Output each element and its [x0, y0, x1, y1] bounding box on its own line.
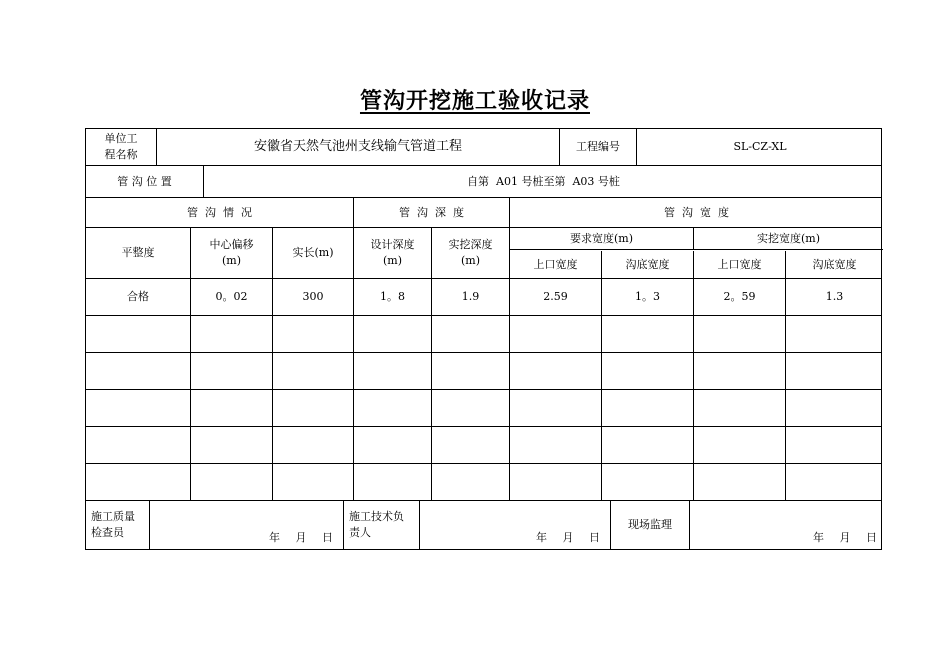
project-code-label: 工程编号 — [560, 129, 637, 165]
cell-actual-top-width — [694, 427, 786, 463]
col-required-width: 要求宽度(m) — [510, 228, 694, 250]
col-center-offset: 中心偏移 (m) — [191, 228, 273, 278]
table-row — [85, 389, 882, 426]
cell-flatness: 合格 — [86, 279, 191, 315]
cell-actual-bottom-width — [786, 464, 883, 500]
cell-required-top-width — [510, 464, 602, 500]
cell-actual-top-width — [694, 464, 786, 500]
col-required-top-width: 上口宽度 — [510, 251, 602, 278]
cell-flatness — [86, 353, 191, 389]
project-row — [85, 128, 882, 165]
cell-design-depth: 1。8 — [354, 279, 432, 315]
cell-center-offset — [191, 316, 273, 352]
cell-flatness — [86, 316, 191, 352]
col-design-depth: 设计深度 (m) — [354, 228, 432, 278]
tech-lead-signature — [420, 501, 611, 549]
cell-required-bottom-width — [602, 316, 694, 352]
position-value: 自第 A01 号桩至第 A03 号桩 — [467, 174, 620, 188]
group-width: 管 沟 宽 度 — [664, 205, 729, 219]
col-required-bottom-width: 沟底宽度 — [602, 251, 694, 278]
table-row — [85, 315, 882, 352]
position-row — [85, 165, 882, 197]
unit-name-label: 单位工 程名称 — [86, 129, 157, 165]
cell-required-top-width — [510, 390, 602, 426]
col-length: 实长(m) — [273, 228, 354, 278]
cell-design-depth — [354, 316, 432, 352]
cell-length — [273, 427, 354, 463]
signature-row — [85, 500, 882, 550]
col-flatness: 平整度 — [86, 228, 191, 278]
unit-name-value: 安徽省天然气池州支线输气管道工程 — [157, 129, 560, 165]
cell-actual-depth — [432, 427, 510, 463]
cell-actual-bottom-width: 1.3 — [825, 290, 844, 303]
cell-center-offset — [191, 427, 273, 463]
cell-actual-bottom-width — [786, 427, 883, 463]
cell-actual-depth — [432, 390, 510, 426]
inspector-label: 施工质量 检查员 — [86, 501, 150, 549]
col-actual-depth: 实挖深度 (m) — [432, 228, 510, 278]
cell-actual-bottom-width — [786, 353, 883, 389]
tech-lead-label: 施工技术负 责人 — [344, 501, 420, 549]
cell-actual-top-width — [694, 353, 786, 389]
cell-actual-depth — [432, 353, 510, 389]
cell-actual-depth — [432, 464, 510, 500]
group-depth: 管 沟 深 度 — [354, 198, 510, 227]
group-condition: 管 沟 情 况 — [86, 198, 354, 227]
table-row — [85, 352, 882, 389]
cell-required-bottom-width — [602, 353, 694, 389]
cell-required-bottom-width: 1。3 — [602, 279, 694, 315]
cell-actual-top-width — [694, 316, 786, 352]
col-actual-bottom-width: 沟底宽度 — [812, 257, 857, 271]
cell-required-bottom-width — [602, 427, 694, 463]
cell-length — [273, 353, 354, 389]
supervisor-label: 现场监理 — [611, 501, 690, 549]
column-header-row — [85, 227, 882, 278]
group-header-row — [85, 197, 882, 227]
tech-lead-date: 年 月 日 — [536, 531, 606, 544]
cell-design-depth — [354, 464, 432, 500]
cell-required-bottom-width — [602, 390, 694, 426]
inspector-signature — [150, 501, 344, 549]
cell-actual-top-width: 2。59 — [694, 279, 786, 315]
supervisor-signature — [690, 501, 883, 549]
col-actual-top-width: 上口宽度 — [694, 251, 786, 278]
position-label: 管 沟 位 置 — [86, 166, 204, 197]
cell-actual-depth: 1.9 — [432, 279, 510, 315]
cell-design-depth — [354, 390, 432, 426]
cell-flatness — [86, 464, 191, 500]
project-code-value: SL-CZ-XL — [733, 140, 787, 153]
supervisor-date: 年 月 日 — [813, 531, 883, 544]
cell-flatness — [86, 390, 191, 426]
col-actual-width: 实挖宽度(m) — [694, 228, 883, 250]
cell-design-depth — [354, 427, 432, 463]
cell-length — [273, 316, 354, 352]
document-title: 管沟开挖施工验收记录 — [359, 89, 590, 114]
cell-length: 300 — [273, 279, 354, 315]
cell-length — [273, 464, 354, 500]
cell-center-offset — [191, 353, 273, 389]
cell-required-top-width: 2.59 — [510, 279, 602, 315]
cell-required-bottom-width — [602, 464, 694, 500]
table-row — [85, 278, 882, 315]
inspector-date: 年 月 日 — [269, 531, 339, 544]
cell-flatness — [86, 427, 191, 463]
table-row — [85, 463, 882, 500]
cell-actual-top-width — [694, 390, 786, 426]
cell-center-offset — [191, 390, 273, 426]
cell-required-top-width — [510, 316, 602, 352]
cell-center-offset: 0。02 — [191, 279, 273, 315]
cell-actual-bottom-width — [786, 316, 883, 352]
cell-center-offset — [191, 464, 273, 500]
table-row — [85, 426, 882, 463]
cell-length — [273, 390, 354, 426]
cell-required-top-width — [510, 353, 602, 389]
cell-design-depth — [354, 353, 432, 389]
cell-required-top-width — [510, 427, 602, 463]
cell-actual-depth — [432, 316, 510, 352]
cell-actual-bottom-width — [786, 390, 883, 426]
